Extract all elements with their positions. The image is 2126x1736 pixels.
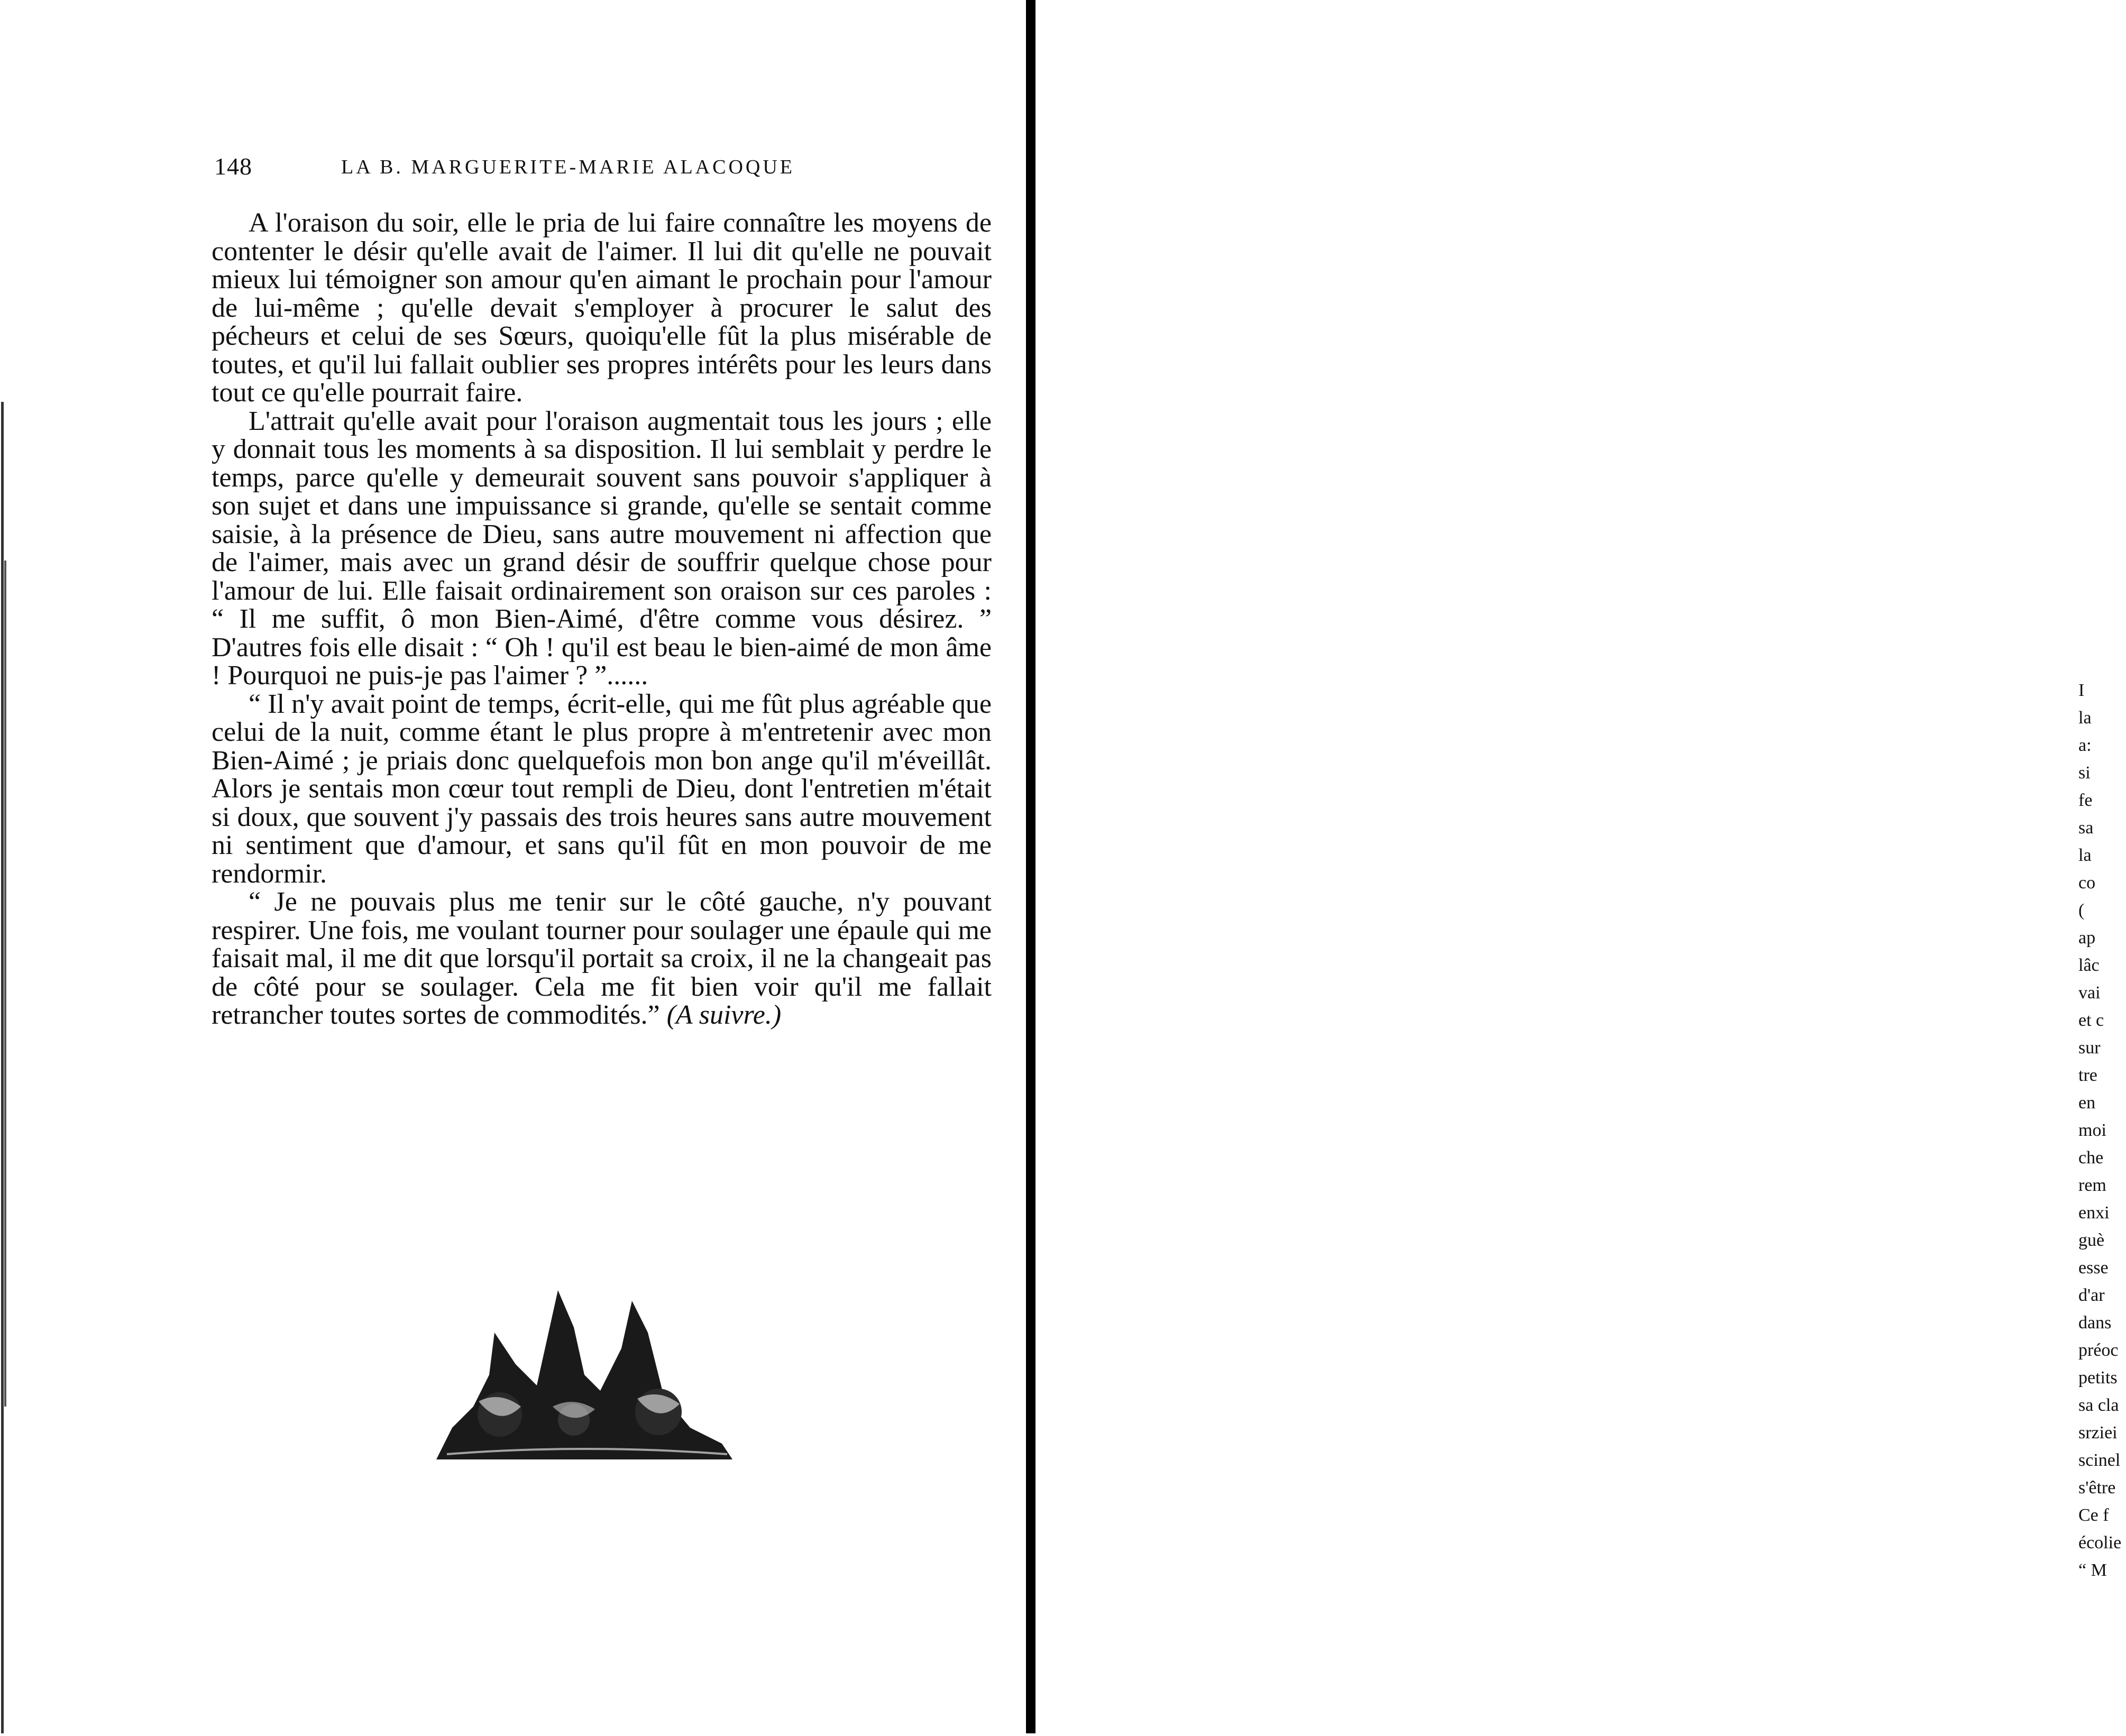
facing-fragment: guè [2078, 1230, 2105, 1250]
facing-fragment: “ M [2078, 1560, 2107, 1580]
body-text [212, 209, 992, 1030]
facing-fragment: sa cla [2078, 1395, 2119, 1415]
facing-fragment: ( [2078, 901, 2085, 920]
facing-fragment: ap [2078, 928, 2096, 948]
facing-fragment: Ce f [2078, 1505, 2109, 1525]
page-edge-shadow [0, 402, 7, 1733]
facing-fragment: la [2078, 708, 2092, 728]
facing-fragment: moi [2078, 1120, 2106, 1140]
facing-fragment: vai [2078, 983, 2101, 1003]
facing-fragment: enxi [2078, 1203, 2110, 1223]
facing-fragment: srziei [2078, 1423, 2118, 1443]
facing-fragment: lâc [2078, 956, 2100, 975]
cherubs-fleuron-icon [415, 1269, 754, 1481]
facing-fragment: si [2078, 763, 2091, 783]
facing-page-edge [1029, 0, 2122, 1733]
facing-fragment: et c [2078, 1011, 2104, 1030]
facing-fragment: d'ar [2078, 1285, 2105, 1305]
to-follow-note: (A suivre.) [666, 1000, 782, 1030]
facing-fragment: co [2078, 873, 2096, 893]
facing-fragment: sur [2078, 1038, 2101, 1058]
paragraph-3: “ Il n'y avait point de temps, écrit-elle, qui me fût plus agréable que celui de la nuit, comme étant le plus propre à m'entretenir avec mon Bien-Aimé ; je priais donc quelquefois mon bon ange qu'il m'éveillât. Alors je sentais mon cœur tout rempli de Dieu, dont l'entretien m'était si doux, que souvent j'y passais des trois heures sans autre mouvement ni sentiment que d'amour, et sans qu'il fût en mon pouvoir de me rendormir. [212, 688, 992, 889]
running-title: LA B. MARGUERITE-MARIE ALACOQUE [341, 156, 795, 178]
facing-fragment: rem [2078, 1175, 2106, 1195]
page-number: 148 [214, 153, 252, 180]
facing-fragment: petits [2078, 1368, 2118, 1388]
paragraph-4 [212, 888, 992, 1030]
facing-fragment: sa [2078, 818, 2094, 838]
facing-fragment: s'être [2078, 1478, 2116, 1498]
facing-fragment: fe [2078, 791, 2093, 810]
facing-page-fragments [2078, 677, 2126, 1584]
facing-fragment: esse [2078, 1258, 2109, 1278]
facing-fragment: la [2078, 846, 2092, 865]
paragraph-2: L'attrait qu'elle avait pour l'oraison augmentait tous les jours ; elle y donnait tous les moments à sa disposition. Il lui semblait y perdre le temps, parce qu'elle y demeurait souvent sans pouvoir s'appliquer à son sujet et dans une impuissance si grande, qu'elle se sentait comme saisie, à la présence de Dieu, sans autre mouvement ni affection que de l'aimer, mais avec un grand désir de souffrir quelque chose pour l'amour de lui. Elle faisait ordinairement son oraison sur ces paroles : “ Il me suffit, ô mon Bien-Aimé, d'être comme vous désirez. ” D'autres fois elle disait : “ Oh ! qu'il est beau le bien-aimé de mon âme ! Pourquoi ne puis-je pas l'aimer ? ”...... [212, 406, 992, 691]
running-header [214, 152, 881, 184]
facing-fragment: préoc [2078, 1340, 2119, 1360]
paragraph-4-text: “ Je ne pouvais plus me tenir sur le côté gauche, n'y pouvant respirer. Une fois, me voulant tourner pour soulager une épaule qui me faisait mal, il me dit que lorsqu'il portait sa croix, il ne la changeait pas de côté pour se soulager. Cela me fit bien voir qu'il me fallait retrancher toutes sortes de commodités.” [212, 887, 992, 1030]
facing-fragment: che [2078, 1148, 2104, 1168]
facing-fragment: en [2078, 1093, 2096, 1113]
facing-fragment: dans [2078, 1313, 2112, 1333]
facing-fragment: a: [2078, 736, 2092, 755]
facing-fragment: I [2078, 681, 2085, 700]
facing-fragment: écolie [2078, 1533, 2122, 1553]
facing-fragment: tre [2078, 1066, 2097, 1085]
paragraph-1: A l'oraison du soir, elle le pria de lui faire connaître les moyens de contenter le désir qu'elle avait de l'aimer. Il lui dit qu'elle ne pouvait mieux lui témoigner son amour qu'en aimant le prochain pour l'amour de lui-même ; qu'elle devait s'employer à procurer le salut des pécheurs et celui de ses Sœurs, quoiqu'elle fût la plus misérable de toutes, et qu'il lui fallait oublier ses propres intérêts pour les leurs dans tout ce qu'elle pourrait faire. [212, 208, 992, 408]
facing-fragment: scinel [2078, 1450, 2121, 1470]
